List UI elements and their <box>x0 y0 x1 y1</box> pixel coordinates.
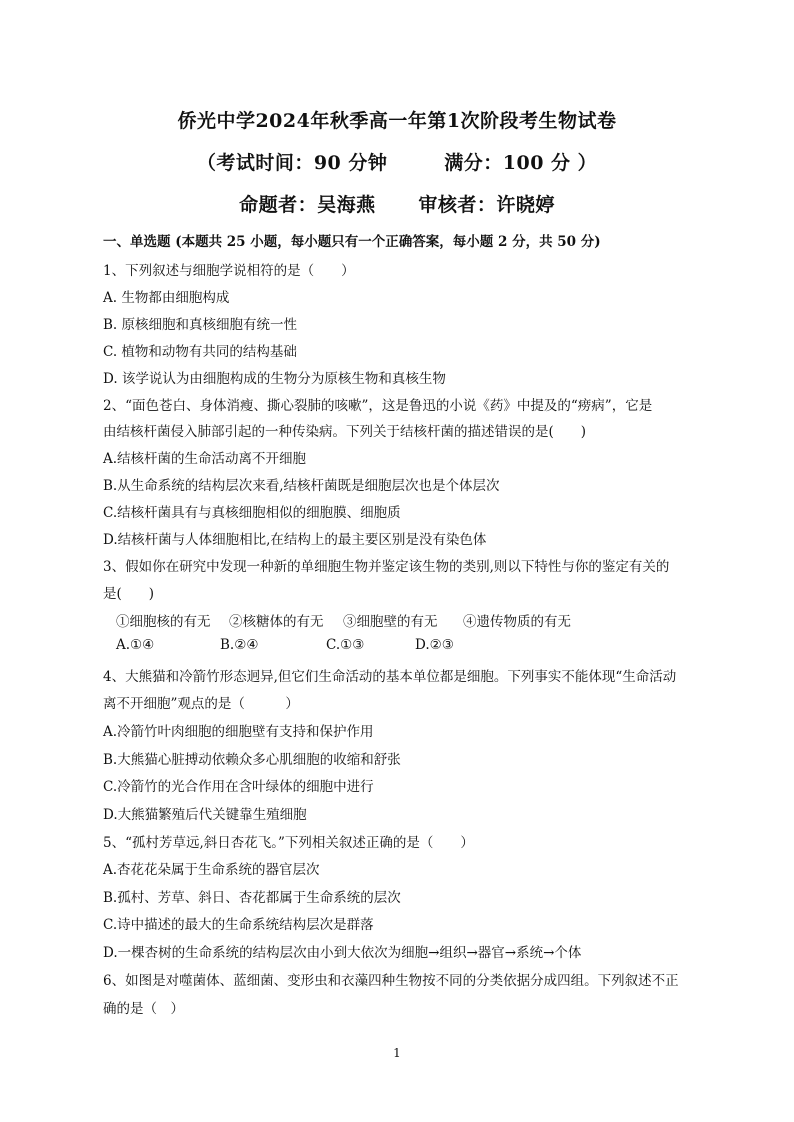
q3-choice-d: D.②③ <box>415 637 454 653</box>
q3-choice-c: C.①③ <box>326 637 365 653</box>
q2-option-a: A.结核杆菌的生命活动离不开细胞 <box>103 451 307 467</box>
exam-title: 侨光中学2024年秋季高一年第1次阶段考生物试卷 <box>177 110 617 132</box>
q4-stem-line1: 4、大熊猫和冷箭竹形态迥异,但它们生命活动的基本单位都是细胞。下列事实不能体现“生命活动 <box>103 669 677 685</box>
q3-stem-line1: 3、假如你在研究中发现一种新的单细胞生物并鉴定该生物的类别,则以下特性与你的鉴定有关的 <box>103 559 670 575</box>
q5-option-d: D.一棵杏树的生命系统的结构层次由小到大依次为细胞→组织→器官→系统→个体 <box>103 945 582 961</box>
q1-option-c: C. 植物和动物有共同的结构基础 <box>103 344 297 360</box>
q5-option-b: B.孤村、芳草、斜日、杏花都属于生命系统的层次 <box>103 890 401 906</box>
q3-feature-3: ③细胞壁的有无 <box>343 614 438 630</box>
q3-feature-4: ④遗传物质的有无 <box>463 614 571 630</box>
q1-option-d: D. 该学说认为由细胞构成的生物分为原核生物和真核生物 <box>103 371 446 387</box>
q6-stem-line1: 6、如图是对噬菌体、蓝细菌、变形虫和衣藻四种生物按不同的分类依据分成四组。下列叙述不正 <box>103 973 679 989</box>
q2-stem-line2: 由结核杆菌侵入肺部引起的一种传染病。下列关于结核杆菌的描述错误的是( ) <box>103 424 587 440</box>
q1-stem: 1、下列叙述与细胞学说相符的是（ ） <box>103 263 355 279</box>
q3-feature-1: ①细胞核的有无 <box>116 614 211 630</box>
section-heading: 一、单选题 (本题共 25 小题，每小题只有一个正确答案，每小题 2 分，共 50 分) <box>103 234 601 250</box>
exam-authors: 命题者：吴海燕 审核者：许晓婷 <box>239 194 555 216</box>
q2-option-c: C.结核杆菌具有与真核细胞相似的细胞膜、细胞质 <box>103 505 401 521</box>
q5-stem: 5、“孤村芳草远,斜日杏花飞。”下列相关叙述正确的是（ ） <box>103 835 474 851</box>
q2-option-d: D.结核杆菌与人体细胞相比,在结构上的最主要区别是没有染色体 <box>103 532 487 548</box>
q5-option-c: C.诗中描述的最大的生命系统结构层次是群落 <box>103 917 374 933</box>
q4-option-d: D.大熊猫繁殖后代关键靠生殖细胞 <box>103 807 307 823</box>
q3-choice-a: A.①④ <box>116 637 155 653</box>
q4-stem-line2: 离不开细胞”观点的是（ ） <box>103 696 299 712</box>
q2-option-b: B.从生命系统的结构层次来看,结核杆菌既是细胞层次也是个体层次 <box>103 478 500 494</box>
q4-option-a: A.冷箭竹叶肉细胞的细胞壁有支持和保护作用 <box>103 724 374 740</box>
q3-stem-line2: 是( ) <box>103 586 155 602</box>
q3-choices <box>116 637 454 653</box>
q1-option-b: B. 原核细胞和真核细胞有统一性 <box>103 317 298 333</box>
exam-info: （考试时间：90 分钟 满分：100 分 ） <box>196 152 598 174</box>
q4-option-b: B.大熊猫心脏搏动依赖众多心肌细胞的收缩和舒张 <box>103 752 401 768</box>
q1-option-a: A. 生物都由细胞构成 <box>103 290 230 306</box>
q3-feature-2: ②核糖体的有无 <box>229 614 324 630</box>
q5-option-a: A.杏花花朵属于生命系统的器官层次 <box>103 862 320 878</box>
q2-stem-line1: 2、“面色苍白、身体消瘦、撕心裂肺的咳嗽”，这是鲁迅的小说《药》中提及的“痨病”，它是 <box>103 398 653 414</box>
q4-option-c: C.冷箭竹的光合作用在含叶绿体的细胞中进行 <box>103 779 374 795</box>
page-number: 1 <box>393 1046 401 1060</box>
q6-stem-line2: 确的是（ ） <box>103 1001 184 1017</box>
q3-features <box>116 610 571 630</box>
q3-choice-b: B.②④ <box>220 637 259 653</box>
